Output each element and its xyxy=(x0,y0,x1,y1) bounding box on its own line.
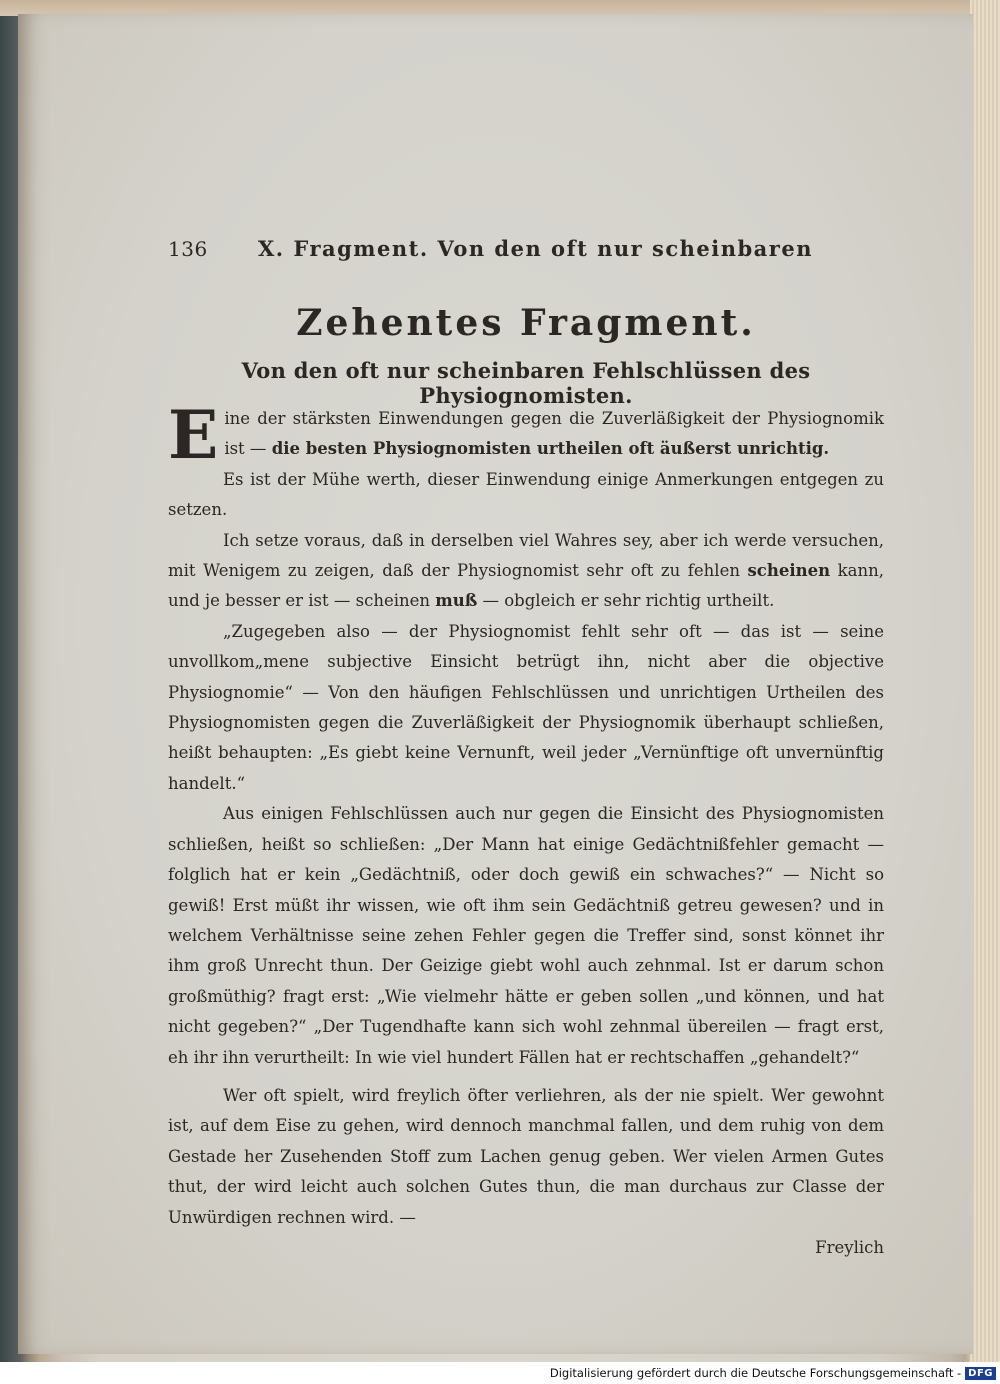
paragraph-1-emphasis: die besten Physiognomisten urtheilen oft äußerst unrichtig. xyxy=(271,439,830,459)
paragraph-1 xyxy=(168,396,884,474)
paragraph-2: Es ist der Mühe werth, dieser Einwendung einige Anmerkungen entgegen zu setzen. xyxy=(168,469,884,520)
running-title: X. Fragment. Von den oft nur scheinbaren xyxy=(258,236,813,261)
chapter-heading: Zehentes Fragment. xyxy=(296,302,756,344)
footer-credit-bar xyxy=(0,1362,1000,1384)
footer-credit-text: Digitalisierung gefördert durch die Deutsche Forschungsgemeinschaft - xyxy=(549,1366,962,1380)
paragraph-3-emphasis-scheinen: scheinen xyxy=(747,561,831,581)
paragraph-3-part-a: Ich setze voraus, daß in derselben viel Wahres sey, aber ich werde versuchen, mit Wenigem zu zeigen, daß der Physiognomist sehr oft zu fehlen xyxy=(168,530,884,581)
paragraph-5: Aus einigen Fehlschlüssen auch nur gegen die Einsicht des Physiognomisten schließen, heißt so schließen: „Der Mann hat einige Gedächtnißfehler gemacht — folglich hat er kein „Gedächtniß, oder doch gewiß ein schwaches?“ — Nicht so gewiß! Erst müßt ihr wissen, wie oft ihm sein Gedächtniß getreu gewesen? und in welchem Verhältnisse seine zehen Fehler gegen die Treffer sind, sonst könnet ihr ihm groß Unrecht thun. Der Geizige giebt wohl auch zehnmal. Ist er darum schon großmüthig? fragt erst: „Wie vielmehr hätte er geben sollen „und können, und hat nicht gegeben?“ „Der Tugendhafte kann sich wohl zehnmal übereilen — fragt erst, eh ihr ihn verurtheilt: In wie viel hundert Fällen hat er rechtschaffen „gehandelt?“ xyxy=(168,804,884,1067)
body-text xyxy=(168,396,884,1263)
chapter-subtitle: Von den oft nur scheinbaren Fehlschlüssen des Physiognomisten. xyxy=(241,358,811,408)
page-number: 136 xyxy=(168,237,208,261)
paragraph-1-text: ine der stärksten Einwendungen gegen die Zuverläßigkeit der Physiognomik ist — xyxy=(224,409,884,459)
drop-capital: E xyxy=(168,396,219,474)
book-page xyxy=(18,14,973,1354)
paragraph-3 xyxy=(168,526,884,617)
paragraph-6: Wer oft spielt, wird freylich öfter verliehren, als der nie spielt. Wer gewohnt ist, auf dem Eise zu gehen, wird dennoch manchmal fallen, und dem ruhig von dem Gestade her Zusehenden Stoff zum Lachen genug geben. Wer vielen Armen Gutes thut, der wird leicht auch solchen Gutes thun, die man durchaus zur Classe der Unwürdigen rechnen wird. — xyxy=(168,1085,884,1227)
book-page-edges xyxy=(970,0,1000,1362)
paragraph-3-emphasis-muss: muß xyxy=(435,591,478,611)
catchword: Freylich xyxy=(815,1237,884,1257)
dfg-logo: DFG xyxy=(965,1367,996,1380)
paragraph-3-part-c: kann, und je besser er ist — scheinen xyxy=(168,561,884,611)
paragraph-3-part-e: — obgleich er sehr richtig urtheilt. xyxy=(477,591,775,611)
running-head xyxy=(168,236,884,276)
paragraph-4: „Zugegeben also — der Physiognomist fehlt sehr oft — das ist — seine unvollkom„mene subjective Einsicht betrügt ihn, nicht aber die objective Physiognomie“ — Von den häufigen Fehlschlüssen und unrichtigen Urtheilen des Physiognomisten gegen die Zuverläßigkeit der Physiognomik überhaupt schließen, heißt behaupten: „Es giebt keine Vernunft, weil jeder „Vernünftige oft unvernünftig handelt.“ xyxy=(168,621,884,793)
